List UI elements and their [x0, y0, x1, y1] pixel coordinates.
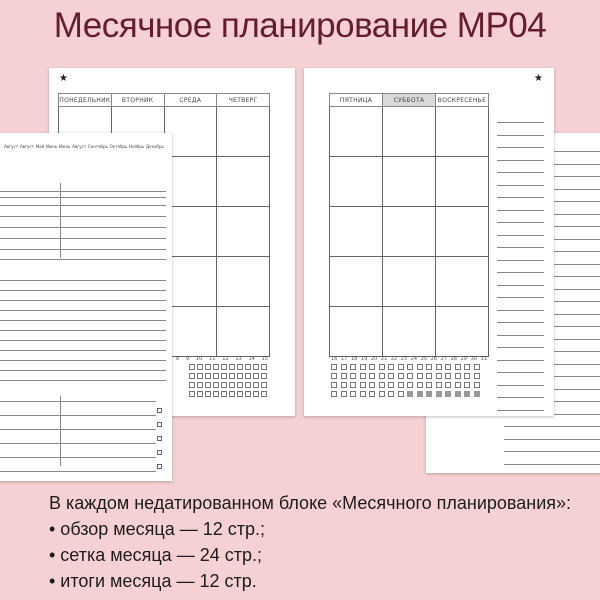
tracker-box[interactable]: [205, 391, 211, 397]
tracker-box[interactable]: [205, 382, 211, 388]
tracker-box[interactable]: [445, 373, 451, 379]
month-label: Октябрь: [109, 144, 128, 149]
page-title: Месячное планирование MP04: [53, 6, 547, 45]
day-header: ПОНЕДЕЛЬНИК: [59, 94, 112, 107]
rule-line: [497, 297, 544, 298]
rule-line: [497, 222, 544, 223]
day-number: 10: [195, 356, 203, 362]
rule-line: [0, 216, 166, 217]
tracker-box[interactable]: [464, 382, 470, 388]
day-number: 15: [261, 356, 268, 362]
rule-line: [0, 320, 166, 321]
day-header: ПЯТНИЦА: [330, 94, 383, 107]
rule-line: [0, 401, 156, 402]
tracker-box[interactable]: [398, 373, 404, 379]
rule-line: [0, 197, 166, 198]
day-number: 30: [470, 356, 477, 362]
tracker-box[interactable]: [369, 364, 375, 370]
rule-line: [497, 347, 544, 348]
tracker-box[interactable]: [221, 382, 227, 388]
rule-line: [497, 247, 544, 248]
tracker-box[interactable]: [455, 373, 461, 379]
tracker-box[interactable]: [417, 382, 423, 388]
tracker-box[interactable]: [261, 391, 267, 397]
tracker-box[interactable]: [253, 391, 259, 397]
tracker-box[interactable]: [445, 391, 451, 397]
rule-line: [497, 135, 544, 136]
tracker-box[interactable]: [436, 391, 442, 397]
tracker-box[interactable]: [436, 373, 442, 379]
rule-line: [0, 330, 166, 331]
divider: [60, 183, 61, 258]
rule-line: [0, 280, 166, 281]
tracker-box[interactable]: [229, 382, 235, 388]
rule-line: [497, 322, 544, 323]
tracker-box[interactable]: [213, 391, 219, 397]
tracker-box[interactable]: [331, 364, 337, 370]
tracker-box[interactable]: [369, 391, 375, 397]
tracker-box[interactable]: [417, 373, 423, 379]
tracker-box[interactable]: [407, 373, 413, 379]
day-number: 22: [390, 356, 398, 362]
tracker-box[interactable]: [350, 382, 356, 388]
checkbox[interactable]: [157, 408, 162, 413]
tracker-box[interactable]: [426, 364, 432, 370]
tracker-box[interactable]: [445, 382, 451, 388]
checkbox[interactable]: [157, 464, 162, 469]
tracker-box[interactable]: [360, 382, 366, 388]
rule-line: [497, 410, 544, 411]
tracker-box[interactable]: [445, 364, 451, 370]
tracker-box[interactable]: [379, 364, 385, 370]
tracker-box[interactable]: [426, 373, 432, 379]
rule-line: [497, 235, 544, 236]
tracker-box[interactable]: [245, 382, 251, 388]
tracker-box[interactable]: [350, 391, 356, 397]
day-numbers-right: [331, 356, 487, 362]
rule-line: [497, 285, 544, 286]
tracker-box[interactable]: [341, 364, 347, 370]
tracker-box[interactable]: [379, 373, 385, 379]
star-icon: ★: [534, 73, 543, 84]
tracker-box[interactable]: [474, 373, 480, 379]
month-label: Август: [19, 144, 34, 149]
day-number: 23: [400, 356, 408, 362]
day-number: 17: [340, 356, 348, 362]
tracker-box[interactable]: [360, 373, 366, 379]
rule-line: [0, 360, 166, 361]
day-number: 25: [420, 356, 428, 362]
tracker-box[interactable]: [464, 373, 470, 379]
tracker-box[interactable]: [331, 391, 337, 397]
tracker-box[interactable]: [360, 391, 366, 397]
description-intro: В каждом недатированном блоке «Месячного планирования»:: [49, 493, 572, 513]
rule-line: [504, 464, 600, 465]
rule-line: [497, 385, 544, 386]
description-item: • сетка месяца — 24 стр.;: [49, 545, 262, 565]
tracker-box[interactable]: [369, 373, 375, 379]
tracker-box[interactable]: [213, 382, 219, 388]
day-header: ВОСКРЕСЕНЬЕ: [436, 94, 489, 107]
rule-line: [0, 340, 166, 341]
tracker-box[interactable]: [341, 373, 347, 379]
day-header: ЧЕТВЕРГ: [217, 94, 270, 107]
day-number: 14: [248, 356, 255, 362]
rule-line: [504, 439, 600, 440]
day-number: 16: [331, 356, 338, 362]
day-header: СУББОТА: [383, 94, 436, 107]
month-label: Сентябрь: [87, 144, 108, 149]
tracker-box[interactable]: [189, 391, 195, 397]
rule-line: [0, 259, 166, 260]
tracker-box[interactable]: [189, 382, 195, 388]
tracker-box[interactable]: [388, 382, 394, 388]
tracker-box[interactable]: [350, 364, 356, 370]
tracker-box[interactable]: [388, 364, 394, 370]
tracker-box[interactable]: [237, 391, 243, 397]
checkbox[interactable]: [157, 450, 162, 455]
day-header: ВТОРНИК: [111, 94, 164, 107]
description: [49, 490, 571, 594]
description-item: • обзор месяца — 12 стр.;: [49, 519, 266, 539]
month-label: Декабрь: [146, 144, 164, 149]
tracker-box[interactable]: [407, 364, 413, 370]
tracker-box[interactable]: [388, 391, 394, 397]
tracker-box[interactable]: [221, 364, 227, 370]
rule-line: [497, 147, 544, 148]
tracker-box[interactable]: [261, 373, 267, 379]
tracker-box[interactable]: [474, 382, 480, 388]
tracker-box[interactable]: [360, 364, 366, 370]
month-label: Июнь: [45, 144, 58, 149]
rule-line: [0, 227, 166, 228]
tracker-box[interactable]: [455, 391, 461, 397]
tracker-box[interactable]: [426, 382, 432, 388]
rule-line: [497, 360, 544, 361]
tracker-box[interactable]: [398, 391, 404, 397]
tracker-box[interactable]: [245, 373, 251, 379]
divider: [60, 396, 61, 466]
tracker-box[interactable]: [398, 382, 404, 388]
rule-line: [497, 122, 544, 123]
tracker-box[interactable]: [197, 373, 203, 379]
tracker-box[interactable]: [261, 382, 267, 388]
tracker-box[interactable]: [474, 364, 480, 370]
tracker-box[interactable]: [379, 382, 385, 388]
day-number: 11: [209, 356, 216, 362]
rule-line: [0, 290, 166, 291]
day-number: 8: [176, 356, 180, 362]
tracker-box[interactable]: [426, 391, 432, 397]
checkbox[interactable]: [157, 422, 162, 427]
rule-line: [0, 370, 166, 371]
rule-line: [497, 372, 544, 373]
tracker-box[interactable]: [369, 382, 375, 388]
tracker-box[interactable]: [189, 364, 195, 370]
rule-line: [504, 451, 600, 452]
tracker-box[interactable]: [221, 391, 227, 397]
rule-line: [497, 172, 544, 173]
rule-line: [0, 350, 166, 351]
tracker-box[interactable]: [205, 373, 211, 379]
tracker-box[interactable]: [455, 364, 461, 370]
months-row: [0, 144, 168, 149]
tracker-box[interactable]: [455, 382, 461, 388]
tracker-box[interactable]: [245, 364, 251, 370]
description-item: • итоги месяца — 12 стр.: [49, 571, 257, 591]
tracker-box[interactable]: [197, 382, 203, 388]
day-number: 31: [480, 356, 487, 362]
tracker-box[interactable]: [407, 391, 413, 397]
tracker-box[interactable]: [464, 391, 470, 397]
day-numbers-left: [176, 356, 268, 362]
rule-line: [497, 397, 544, 398]
tracker-box[interactable]: [474, 391, 480, 397]
tracker-box[interactable]: [221, 373, 227, 379]
tracker-box[interactable]: [205, 364, 211, 370]
rule-line: [0, 191, 166, 192]
calendar-grid-right: [329, 93, 489, 357]
rule-line: [0, 380, 166, 381]
tracker-box[interactable]: [197, 364, 203, 370]
day-number: 9: [185, 356, 190, 362]
tracker-box[interactable]: [407, 382, 413, 388]
day-number: 13: [235, 356, 242, 362]
rule-line: [497, 310, 544, 311]
day-number: 19: [360, 356, 368, 362]
tracker-box[interactable]: [464, 364, 470, 370]
rule-line: [0, 300, 166, 301]
month-label: Май: [35, 144, 45, 149]
tracker-box[interactable]: [417, 391, 423, 397]
rule-line: [497, 197, 544, 198]
tracker-box[interactable]: [341, 382, 347, 388]
day-number: 18: [350, 356, 358, 362]
tracker-box[interactable]: [253, 373, 259, 379]
day-number: 12: [222, 356, 229, 362]
tracker-box[interactable]: [237, 364, 243, 370]
day-number: 21: [380, 356, 388, 362]
tracker-box[interactable]: [379, 391, 385, 397]
month-overview-page: [0, 133, 172, 481]
rule-line: [497, 260, 544, 261]
tracker-box[interactable]: [436, 364, 442, 370]
month-label: Июль: [59, 144, 71, 149]
tracker-box[interactable]: [229, 391, 235, 397]
calendar-page-right: [304, 68, 554, 416]
tracker-box[interactable]: [398, 364, 404, 370]
tracker-box[interactable]: [417, 364, 423, 370]
tracker-box[interactable]: [213, 373, 219, 379]
tracker-box[interactable]: [189, 373, 195, 379]
habit-tracker-right: [331, 364, 480, 397]
rule-line: [497, 335, 544, 336]
rule-line: [0, 415, 156, 416]
day-number: 27: [440, 356, 448, 362]
day-number: 28: [450, 356, 457, 362]
rule-line: [0, 443, 156, 444]
tracker-box[interactable]: [213, 364, 219, 370]
day-header: СРЕДА: [164, 94, 217, 107]
checkbox[interactable]: [157, 436, 162, 441]
day-number: 24: [410, 356, 418, 362]
rule-line: [0, 249, 166, 250]
tracker-box[interactable]: [253, 364, 259, 370]
rule-line: [0, 238, 166, 239]
tracker-box[interactable]: [245, 391, 251, 397]
tracker-box[interactable]: [331, 373, 337, 379]
habit-tracker-left: [189, 364, 267, 397]
rule-line: [497, 210, 544, 211]
tracker-box[interactable]: [237, 373, 243, 379]
rule-line: [0, 429, 156, 430]
day-number: 20: [370, 356, 378, 362]
star-icon: ★: [59, 73, 68, 84]
tracker-box[interactable]: [237, 382, 243, 388]
tracker-box[interactable]: [331, 382, 337, 388]
tracker-box[interactable]: [253, 382, 259, 388]
tracker-box[interactable]: [436, 382, 442, 388]
month-label: Ноябрь: [129, 144, 145, 149]
rule-line: [0, 205, 166, 206]
tracker-box[interactable]: [388, 373, 394, 379]
month-label: Август: [4, 144, 19, 149]
day-number: 29: [460, 356, 467, 362]
rule-line: [497, 185, 544, 186]
rule-line: [0, 457, 156, 458]
day-number: 26: [430, 356, 438, 362]
rule-line: [504, 426, 600, 427]
rule-line: [0, 310, 166, 311]
tracker-box[interactable]: [341, 391, 347, 397]
month-label: Август: [72, 144, 87, 149]
tracker-box[interactable]: [229, 364, 235, 370]
rule-line: [0, 471, 156, 472]
tracker-box[interactable]: [197, 391, 203, 397]
tracker-box[interactable]: [229, 373, 235, 379]
tracker-box[interactable]: [350, 373, 356, 379]
rule-line: [497, 272, 544, 273]
rule-line: [497, 160, 544, 161]
tracker-box[interactable]: [261, 364, 267, 370]
